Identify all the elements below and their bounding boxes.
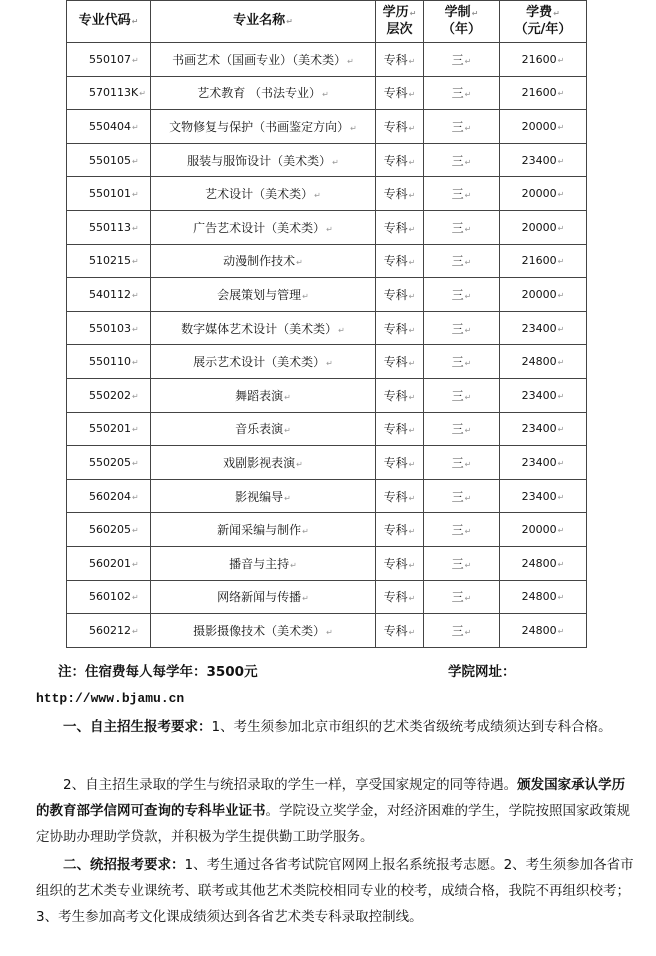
major-name: 舞蹈表演↵ [151,378,376,412]
section1-heading: 一、自主招生报考要求： [63,719,212,735]
major-name-text: 艺术教育 （书法专业） [197,86,322,101]
study-years: 三↵ [424,546,500,580]
study-years: 三↵ [424,311,500,345]
tuition-fee: 20000↵ [500,513,587,547]
section1-paragraph [36,714,636,740]
education-level-text: 专科 [383,623,408,638]
major-code: 560212↵ [67,614,151,648]
major-code-text: 550103 [89,321,131,335]
education-level: 专科↵ [376,311,424,345]
table-row [67,513,587,547]
header-row [67,1,587,43]
header-level: 学历↵ 层次 [376,1,424,43]
tuition-fee-text: 24800 [521,590,557,604]
website-url[interactable]: http://www.bjamu.cn [36,691,185,706]
table-row [67,479,587,513]
major-name-text: 动漫制作技术 [223,254,296,269]
major-code: 550113↵ [67,210,151,244]
fee-note [58,663,618,681]
table-row [67,177,587,211]
tuition-fee-text: 20000 [521,187,557,201]
study-years: 三↵ [424,43,500,77]
tuition-fee: 23400↵ [500,412,587,446]
tuition-fee: 24800↵ [500,345,587,379]
education-level: 专科↵ [376,210,424,244]
education-level-text: 专科 [383,86,408,101]
major-code-text: 560204 [89,489,131,503]
table-body [67,43,587,648]
major-name: 书画艺术（国画专业）（美术类）↵ [151,43,376,77]
section1-p2-before: 2、自主招生录取的学生与统招录取的学生一样，享受国家规定的同等待遇。 [63,777,518,793]
header-years: 学制↵ （年） [424,1,500,43]
tuition-fee-text: 24800 [521,623,557,637]
major-code-text: 550404 [89,119,131,133]
study-years: 三↵ [424,479,500,513]
major-name-text: 舞蹈表演 [235,388,284,403]
major-name-text: 文物修复与保护（书画鉴定方向） [169,119,350,134]
tuition-fee-text: 23400 [521,153,557,167]
tuition-fee: 24800↵ [500,614,587,648]
major-name-text: 摄影摄像技术（美术类） [193,623,326,638]
major-name: 影视编导↵ [151,479,376,513]
education-level: 专科↵ [376,580,424,614]
major-name: 音乐表演↵ [151,412,376,446]
tuition-fee: 24800↵ [500,580,587,614]
education-level: 专科↵ [376,378,424,412]
tuition-fee: 20000↵ [500,278,587,312]
major-name-text: 服装与服饰设计（美术类） [187,153,332,168]
study-years-text: 三 [451,321,464,336]
major-name-text: 展示艺术设计（美术类） [193,355,326,370]
table-header [67,1,587,43]
majors-table [66,0,587,648]
major-code: 550205↵ [67,446,151,480]
education-level-text: 专科 [383,321,408,336]
study-years-text: 三 [451,187,464,202]
tuition-fee: 23400↵ [500,446,587,480]
education-level-text: 专科 [383,355,408,370]
major-name-text: 网络新闻与传播 [217,590,302,605]
major-code: 550107↵ [67,43,151,77]
tuition-fee: 20000↵ [500,210,587,244]
tuition-fee: 21600↵ [500,244,587,278]
header-code: 专业代码↵ [67,1,151,43]
study-years-text: 三 [451,119,464,134]
major-code-text: 550201 [89,422,131,436]
education-level: 专科↵ [376,244,424,278]
tuition-fee: 21600↵ [500,76,587,110]
education-level: 专科↵ [376,614,424,648]
tuition-fee: 24800↵ [500,546,587,580]
major-name-text: 新闻采编与制作 [217,523,302,538]
study-years: 三↵ [424,345,500,379]
table-row [67,210,587,244]
major-name: 广告艺术设计（美术类）↵ [151,210,376,244]
study-years-text: 三 [451,355,464,370]
education-level: 专科↵ [376,479,424,513]
education-level: 专科↵ [376,513,424,547]
table-row [67,378,587,412]
education-level-text: 专科 [383,455,408,470]
major-code: 560201↵ [67,546,151,580]
tuition-fee: 21600↵ [500,43,587,77]
tuition-fee-text: 23400 [521,455,557,469]
major-code: 560102↵ [67,580,151,614]
major-code: 570113K↵ [67,76,151,110]
major-code: 560204↵ [67,479,151,513]
study-years: 三↵ [424,143,500,177]
table-row [67,278,587,312]
header-name: 专业名称↵ [151,1,376,43]
study-years-text: 三 [451,254,464,269]
study-years-text: 三 [451,153,464,168]
major-code: 550110↵ [67,345,151,379]
study-years: 三↵ [424,177,500,211]
diploma-highlight: 颁发国家承认学历的教育部学信网可查询的专科毕业证书 [36,777,626,819]
major-code: 550101↵ [67,177,151,211]
tuition-fee: 20000↵ [500,177,587,211]
major-name-text: 影视编导 [235,489,284,504]
study-years: 三↵ [424,513,500,547]
education-level-text: 专科 [383,254,408,269]
table-row [67,345,587,379]
education-level: 专科↵ [376,345,424,379]
tuition-fee-text: 20000 [521,523,557,537]
education-level: 专科↵ [376,143,424,177]
major-name: 网络新闻与传播↵ [151,580,376,614]
major-name: 展示艺术设计（美术类）↵ [151,345,376,379]
major-name: 戏剧影视表演↵ [151,446,376,480]
education-level-text: 专科 [383,556,408,571]
study-years-text: 三 [451,590,464,605]
education-level: 专科↵ [376,446,424,480]
study-years-text: 三 [451,623,464,638]
education-level: 专科↵ [376,76,424,110]
tuition-fee: 20000↵ [500,110,587,144]
education-level-text: 专科 [383,489,408,504]
major-code: 510215↵ [67,244,151,278]
study-years-text: 三 [451,287,464,302]
tuition-fee-text: 21600 [521,254,557,268]
table-row [67,43,587,77]
major-name: 动漫制作技术↵ [151,244,376,278]
section1-paragraph-2 [36,772,636,850]
major-code: 550201↵ [67,412,151,446]
tuition-fee: 23400↵ [500,479,587,513]
study-years-text: 三 [451,556,464,571]
study-years-text: 三 [451,388,464,403]
study-years-text: 三 [451,86,464,101]
tuition-fee: 23400↵ [500,311,587,345]
table-row [67,110,587,144]
tuition-fee-text: 23400 [521,321,557,335]
major-code-text: 550113 [89,220,131,234]
table-row [67,244,587,278]
major-code: 550404↵ [67,110,151,144]
major-name-text: 广告艺术设计（美术类） [193,220,326,235]
education-level-text: 专科 [383,422,408,437]
study-years: 三↵ [424,76,500,110]
study-years: 三↵ [424,580,500,614]
major-code-text: 550205 [89,455,131,469]
study-years: 三↵ [424,110,500,144]
tuition-fee-text: 23400 [521,388,557,402]
education-level: 专科↵ [376,110,424,144]
table-row [67,614,587,648]
education-level-text: 专科 [383,52,408,67]
study-years-text: 三 [451,52,464,67]
study-years: 三↵ [424,446,500,480]
section2-heading: 二、统招报考要求： [63,857,185,873]
education-level-text: 专科 [383,153,408,168]
education-level: 专科↵ [376,412,424,446]
section2-body: 1、考生通过各省考试院官网网上报名系统报考志愿。2、考生须参加各省市组织的艺术类专业课统考、联考或其他艺术类院校相同专业的校考，成绩合格，我院不再组织校考；3、考生参加高考文化课成绩须达到各省艺术类专科录取控制线。 [36,857,634,925]
education-level-text: 专科 [383,187,408,202]
study-years: 三↵ [424,278,500,312]
tuition-fee-text: 21600 [521,52,557,66]
major-name: 艺术设计（美术类）↵ [151,177,376,211]
education-level: 专科↵ [376,546,424,580]
lodging-fee-note: 注：住宿费每人每学年：3500元 [58,664,258,680]
major-name-text: 播音与主持 [229,556,290,571]
table-row [67,580,587,614]
education-level: 专科↵ [376,43,424,77]
tuition-fee-text: 23400 [521,489,557,503]
section1-body: 1、考生须参加北京市组织的艺术类省级统考成绩须达到专科合格。 [211,719,612,735]
table-row [67,446,587,480]
tuition-fee-text: 20000 [521,287,557,301]
major-name: 摄影摄像技术（美术类）↵ [151,614,376,648]
major-code-text: 510215 [89,254,131,268]
education-level: 专科↵ [376,177,424,211]
major-code: 550105↵ [67,143,151,177]
major-name-text: 数字媒体艺术设计（美术类） [181,321,338,336]
major-code-text: 550202 [89,388,131,402]
tuition-fee-text: 21600 [521,86,557,100]
study-years: 三↵ [424,210,500,244]
major-name-text: 会展策划与管理 [217,287,302,302]
major-code-text: 560212 [89,623,131,637]
education-level-text: 专科 [383,287,408,302]
study-years: 三↵ [424,244,500,278]
table-row [67,412,587,446]
education-level: 专科↵ [376,278,424,312]
major-code-text: 560102 [89,590,131,604]
table-row [67,76,587,110]
tuition-fee-text: 23400 [521,422,557,436]
major-name: 艺术教育 （书法专业）↵ [151,76,376,110]
education-level-text: 专科 [383,119,408,134]
tuition-fee-text: 24800 [521,355,557,369]
major-name-text: 音乐表演 [235,422,284,437]
table-row [67,143,587,177]
study-years-text: 三 [451,489,464,504]
major-code-text: 540112 [89,287,131,301]
major-name: 数字媒体艺术设计（美术类）↵ [151,311,376,345]
education-level-text: 专科 [383,590,408,605]
section2-paragraph [36,852,636,930]
study-years: 三↵ [424,614,500,648]
major-code: 560205↵ [67,513,151,547]
major-code-text: 550110 [89,355,131,369]
major-name-text: 艺术设计（美术类） [205,187,314,202]
major-code-text: 550105 [89,153,131,167]
study-years-text: 三 [451,422,464,437]
education-level-text: 专科 [383,523,408,538]
table-row [67,311,587,345]
education-level-text: 专科 [383,220,408,235]
major-code-text: 550107 [89,52,131,66]
tuition-fee-text: 24800 [521,556,557,570]
study-years: 三↵ [424,412,500,446]
major-name: 服装与服饰设计（美术类）↵ [151,143,376,177]
study-years: 三↵ [424,378,500,412]
table-row [67,546,587,580]
study-years-text: 三 [451,455,464,470]
header-fee: 学费↵ （元/年） [500,1,587,43]
major-code-text: 560205 [89,523,131,537]
major-code: 550202↵ [67,378,151,412]
major-code: 550103↵ [67,311,151,345]
study-years-text: 三 [451,220,464,235]
major-code-text: 570113K [89,86,139,100]
education-level-text: 专科 [383,388,408,403]
tuition-fee: 23400↵ [500,378,587,412]
major-name: 新闻采编与制作↵ [151,513,376,547]
major-name: 文物修复与保护（书画鉴定方向）↵ [151,110,376,144]
tuition-fee-text: 20000 [521,119,557,133]
major-name: 播音与主持↵ [151,546,376,580]
section1-p2-after: 。学院设立奖学金，对经济困难的学生，学院按照国家政策规定协助办理助学贷款，并积极为学生提供勤工助学服务。 [36,803,630,845]
major-name-text: 戏剧影视表演 [223,455,296,470]
major-name-text: 书画艺术（国画专业）（美术类） [172,52,347,67]
major-code: 540112↵ [67,278,151,312]
tuition-fee-text: 20000 [521,220,557,234]
major-code-text: 550101 [89,187,131,201]
major-code-text: 560201 [89,556,131,570]
website-label: 学院网址： [448,664,516,680]
major-name: 会展策划与管理↵ [151,278,376,312]
study-years-text: 三 [451,523,464,538]
tuition-fee: 23400↵ [500,143,587,177]
